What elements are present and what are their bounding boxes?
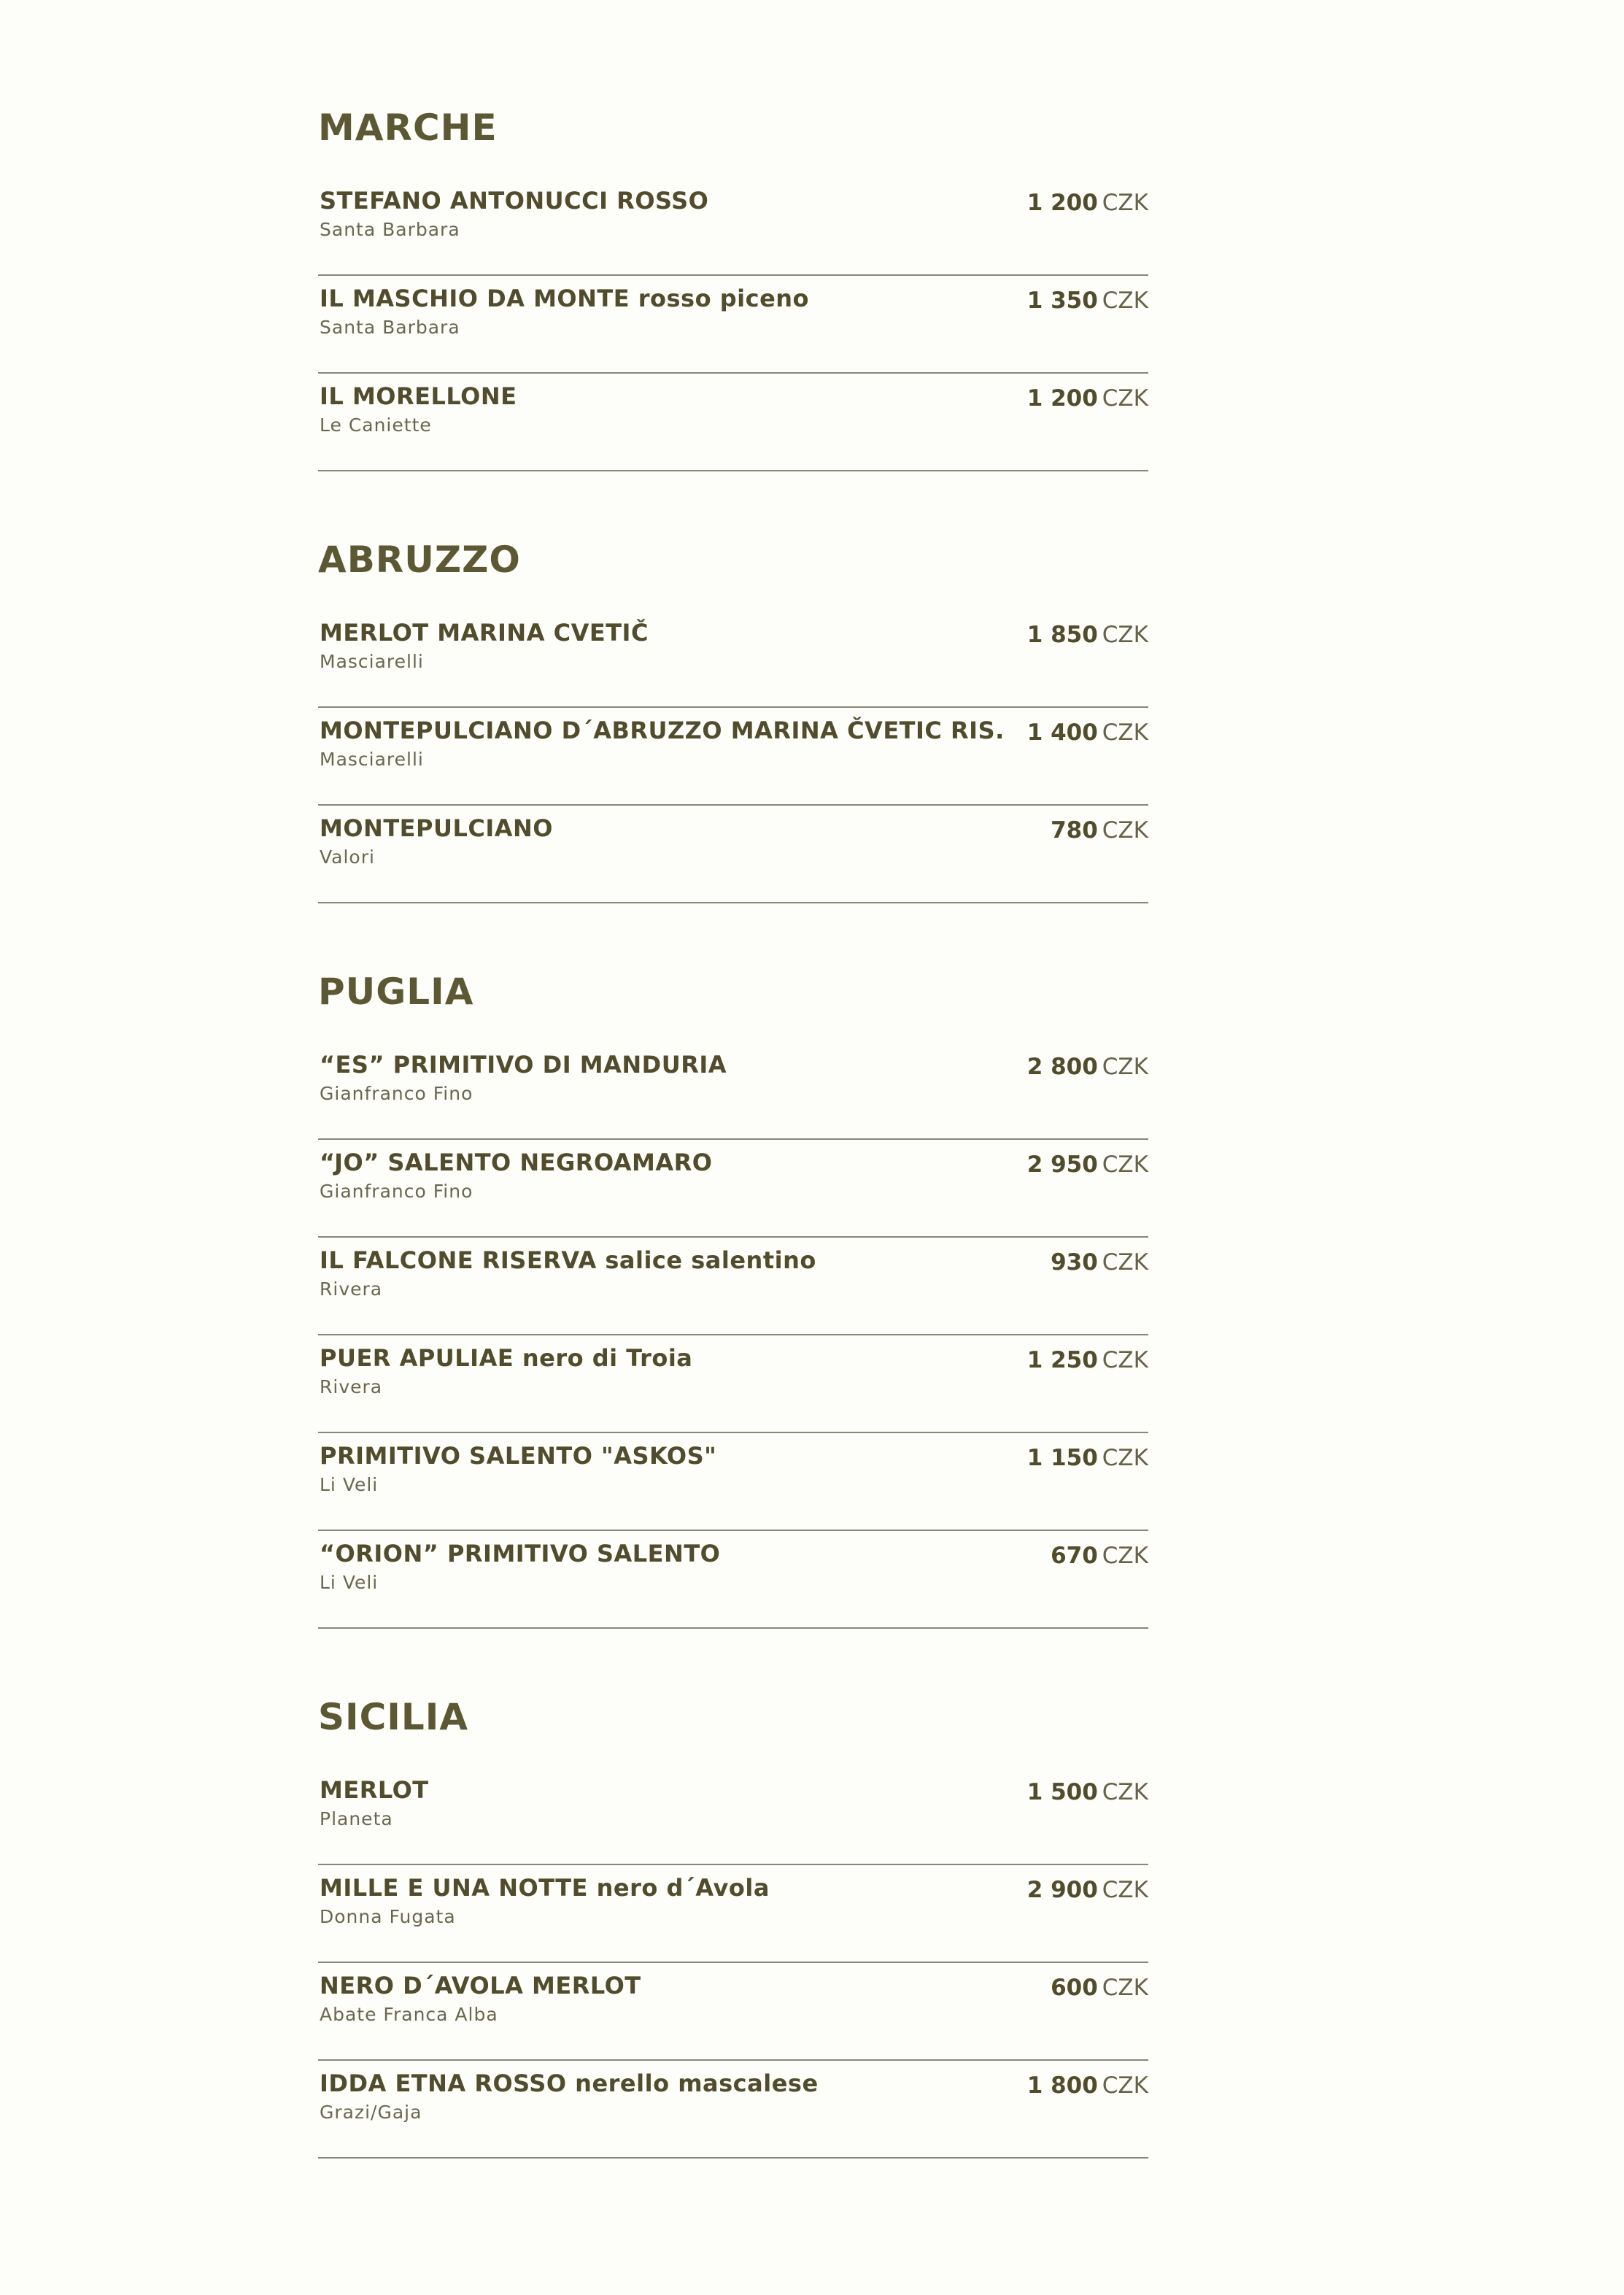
price-currency: CZK bbox=[1102, 1152, 1148, 1178]
wine-producer: Li Veli bbox=[320, 1572, 379, 1593]
wine-producer: Donna Fugata bbox=[320, 1906, 456, 1927]
wine-item bbox=[318, 1531, 1148, 1629]
price-currency: CZK bbox=[1102, 1779, 1148, 1805]
price-currency: CZK bbox=[1102, 720, 1148, 746]
wine-item bbox=[318, 708, 1148, 806]
price-currency: CZK bbox=[1102, 288, 1148, 314]
wine-name: MERLOT MARINA CVETIČ bbox=[320, 619, 649, 647]
price-amount: 930 bbox=[1051, 1249, 1098, 1276]
wine-producer: Santa Barbara bbox=[320, 317, 460, 338]
wine-producer: Rivera bbox=[320, 1376, 383, 1397]
price-amount: 1 350 bbox=[1026, 288, 1098, 314]
wine-name: “ORION” PRIMITIVO SALENTO bbox=[320, 1540, 721, 1567]
price-amount: 600 bbox=[1051, 1975, 1098, 2001]
wine-item bbox=[318, 1140, 1148, 1238]
price-amount: 1 250 bbox=[1026, 1347, 1098, 1373]
wine-producer: Li Veli bbox=[320, 1474, 379, 1495]
wine-item bbox=[318, 1335, 1148, 1433]
price-amount: 2 950 bbox=[1026, 1152, 1098, 1178]
wine-price bbox=[1027, 385, 1148, 412]
price-amount: 2 800 bbox=[1026, 1054, 1098, 1080]
wine-name: IL MASCHIO DA MONTE rosso piceno bbox=[320, 285, 810, 312]
wine-price bbox=[1027, 1152, 1148, 1178]
price-amount: 1 150 bbox=[1026, 1445, 1098, 1471]
wine-item bbox=[318, 1865, 1148, 1963]
wine-name: STEFANO ANTONUCCI ROSSO bbox=[320, 187, 709, 215]
section-sicilia bbox=[318, 1696, 1148, 2159]
wine-list-page bbox=[318, 109, 1148, 2159]
price-amount: 2 900 bbox=[1026, 1877, 1098, 1903]
wine-producer: Grazi/Gaja bbox=[320, 2102, 422, 2123]
price-currency: CZK bbox=[1102, 817, 1148, 844]
wine-name: PUER APULIAE nero di Troia bbox=[320, 1344, 693, 1372]
price-amount: 1 200 bbox=[1026, 385, 1098, 412]
price-amount: 670 bbox=[1051, 1543, 1098, 1569]
wine-name: MONTEPULCIANO D´ABRUZZO MARINA ČVETIC RIS. bbox=[320, 717, 1005, 744]
wine-producer: Le Caniette bbox=[320, 414, 432, 436]
region-heading: MARCHE bbox=[318, 107, 498, 149]
region-heading: SICILIA bbox=[318, 1696, 469, 1738]
wine-item bbox=[318, 2061, 1148, 2159]
wine-item bbox=[318, 1042, 1148, 1140]
price-currency: CZK bbox=[1102, 1249, 1148, 1276]
wine-item bbox=[318, 1767, 1148, 1865]
price-currency: CZK bbox=[1102, 1543, 1148, 1569]
wine-price bbox=[1051, 817, 1148, 844]
wine-list bbox=[318, 1767, 1148, 2159]
price-currency: CZK bbox=[1102, 1054, 1148, 1080]
wine-price bbox=[1027, 1877, 1148, 1903]
wine-producer: Rivera bbox=[320, 1278, 383, 1300]
wine-price bbox=[1027, 622, 1148, 648]
wine-list bbox=[318, 178, 1148, 471]
section-abruzzo bbox=[318, 541, 1148, 903]
wine-item bbox=[318, 1433, 1148, 1531]
wine-price bbox=[1051, 1543, 1148, 1569]
wine-name: “JO” SALENTO NEGROAMARO bbox=[320, 1149, 713, 1176]
wine-price bbox=[1027, 720, 1148, 746]
wine-price bbox=[1051, 1249, 1148, 1276]
wine-producer: Planeta bbox=[320, 1808, 393, 1829]
wine-producer: Masciarelli bbox=[320, 749, 424, 770]
wine-price bbox=[1027, 1054, 1148, 1080]
wine-list bbox=[318, 610, 1148, 903]
wine-producer: Gianfranco Fino bbox=[320, 1083, 473, 1104]
price-amount: 1 850 bbox=[1026, 622, 1098, 648]
region-heading: ABRUZZO bbox=[318, 539, 521, 581]
wine-item bbox=[318, 374, 1148, 471]
wine-item bbox=[318, 806, 1148, 903]
price-currency: CZK bbox=[1102, 1877, 1148, 1903]
wine-name: MERLOT bbox=[320, 1776, 429, 1804]
wine-list bbox=[318, 1042, 1148, 1629]
wine-price bbox=[1027, 1779, 1148, 1805]
wine-producer: Abate Franca Alba bbox=[320, 2004, 498, 2025]
wine-price bbox=[1027, 1347, 1148, 1373]
wine-producer: Masciarelli bbox=[320, 651, 424, 672]
wine-item bbox=[318, 276, 1148, 374]
wine-name: MONTEPULCIANO bbox=[320, 814, 553, 842]
section-marche bbox=[318, 109, 1148, 471]
wine-producer: Gianfranco Fino bbox=[320, 1181, 473, 1202]
price-currency: CZK bbox=[1102, 1975, 1148, 2001]
wine-price bbox=[1051, 1975, 1148, 2001]
price-currency: CZK bbox=[1102, 1347, 1148, 1373]
wine-item bbox=[318, 1963, 1148, 2061]
wine-price bbox=[1027, 1445, 1148, 1471]
wine-name: “ES” PRIMITIVO DI MANDURIA bbox=[320, 1051, 727, 1079]
price-amount: 1 500 bbox=[1026, 1779, 1098, 1805]
section-puglia bbox=[318, 973, 1148, 1629]
price-amount: 1 200 bbox=[1026, 190, 1098, 216]
region-heading: PUGLIA bbox=[318, 971, 474, 1013]
price-currency: CZK bbox=[1102, 2072, 1148, 2099]
price-currency: CZK bbox=[1102, 190, 1148, 216]
price-currency: CZK bbox=[1102, 385, 1148, 412]
wine-name: IL MORELLONE bbox=[320, 382, 517, 410]
price-currency: CZK bbox=[1102, 622, 1148, 648]
wine-item bbox=[318, 610, 1148, 708]
price-amount: 780 bbox=[1051, 817, 1098, 844]
wine-item bbox=[318, 178, 1148, 276]
wine-price bbox=[1027, 2072, 1148, 2099]
wine-name: PRIMITIVO SALENTO "ASKOS" bbox=[320, 1442, 717, 1470]
wine-name: IDDA ETNA ROSSO nerello mascalese bbox=[320, 2070, 819, 2097]
wine-name: IL FALCONE RISERVA salice salentino bbox=[320, 1246, 816, 1274]
wine-item bbox=[318, 1238, 1148, 1335]
wine-producer: Valori bbox=[320, 846, 375, 868]
price-amount: 1 400 bbox=[1026, 720, 1098, 746]
wine-name: MILLE E UNA NOTTE nero d´Avola bbox=[320, 1874, 770, 1902]
wine-price bbox=[1027, 288, 1148, 314]
wine-price bbox=[1027, 190, 1148, 216]
price-currency: CZK bbox=[1102, 1445, 1148, 1471]
wine-producer: Santa Barbara bbox=[320, 219, 460, 240]
wine-name: NERO D´AVOLA MERLOT bbox=[320, 1972, 641, 1999]
price-amount: 1 800 bbox=[1026, 2072, 1098, 2099]
